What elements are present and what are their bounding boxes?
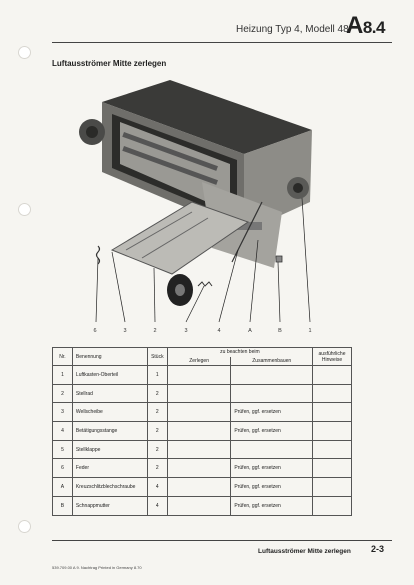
cell-qty: 4 bbox=[147, 478, 167, 497]
cell-nr: 6 bbox=[53, 459, 73, 478]
cell-hinweise bbox=[313, 403, 352, 422]
cell-nr: A bbox=[53, 478, 73, 497]
cell-zusammenbauen: Prüfen, ggf. ersetzen bbox=[231, 422, 313, 441]
cell-name: Feder bbox=[72, 459, 147, 478]
cell-zusammenbauen bbox=[231, 440, 313, 459]
printer-note: 539.709.00 A 9. Nachtrag Printed in Germany 8.70 bbox=[52, 565, 142, 570]
cell-nr: 4 bbox=[53, 422, 73, 441]
section-title: Luftausströmer Mitte zerlegen bbox=[52, 59, 167, 68]
callout-3b: 3 bbox=[184, 328, 188, 334]
header-zerlegen: Zerlegen bbox=[167, 357, 231, 366]
cell-qty: 2 bbox=[147, 459, 167, 478]
leader-line bbox=[112, 252, 125, 322]
cell-name: Schnappmutter bbox=[72, 496, 147, 515]
table-row bbox=[53, 422, 352, 441]
cell-name: Stellrad bbox=[72, 384, 147, 403]
table-row bbox=[53, 440, 352, 459]
footer-title: Luftausströmer Mitte zerlegen bbox=[258, 548, 351, 555]
cell-zerlegen bbox=[167, 384, 231, 403]
cell-name: Stellklappe bbox=[72, 440, 147, 459]
cell-zerlegen bbox=[167, 403, 231, 422]
leader-line bbox=[154, 268, 155, 322]
page-code bbox=[346, 12, 385, 40]
header-name: Benennung bbox=[72, 348, 147, 366]
callout-6: 6 bbox=[93, 328, 97, 334]
table-row bbox=[53, 366, 352, 385]
cell-zusammenbauen bbox=[231, 384, 313, 403]
cell-zerlegen bbox=[167, 459, 231, 478]
callout-1: 1 bbox=[308, 328, 312, 334]
cell-nr: 1 bbox=[53, 366, 73, 385]
table-row bbox=[53, 403, 352, 422]
page-code-number: 8.4 bbox=[362, 18, 385, 37]
table-row bbox=[53, 384, 352, 403]
cell-zusammenbauen: Prüfen, ggf. ersetzen bbox=[231, 403, 313, 422]
cell-zusammenbauen: Prüfen, ggf. ersetzen bbox=[231, 496, 313, 515]
cell-qty: 2 bbox=[147, 440, 167, 459]
callout-3: 3 bbox=[123, 328, 127, 334]
cell-hinweise bbox=[313, 440, 352, 459]
punch-hole-bottom bbox=[18, 520, 31, 533]
punch-hole-middle bbox=[18, 203, 31, 216]
cell-hinweise bbox=[313, 496, 352, 515]
cell-zerlegen bbox=[167, 440, 231, 459]
cell-name: Luftkasten-Oberteil bbox=[72, 366, 147, 385]
snap-nut bbox=[276, 256, 282, 262]
header-group: zu beachten beim bbox=[167, 348, 312, 357]
wave-washer bbox=[198, 282, 212, 286]
cell-name: Betätigungsstange bbox=[72, 422, 147, 441]
exploded-view-figure bbox=[62, 72, 334, 344]
header-nr: Nr. bbox=[53, 348, 73, 366]
cell-qty: 1 bbox=[147, 366, 167, 385]
cell-zerlegen bbox=[167, 496, 231, 515]
table-row bbox=[53, 459, 352, 478]
table-row bbox=[53, 478, 352, 497]
cell-hinweise bbox=[313, 366, 352, 385]
cell-nr: 3 bbox=[53, 403, 73, 422]
left-boss-inner bbox=[86, 126, 98, 138]
cell-name: Kreuzschlitzblechschraube bbox=[72, 478, 147, 497]
cell-nr: B bbox=[53, 496, 73, 515]
cell-nr: 2 bbox=[53, 384, 73, 403]
cell-zerlegen bbox=[167, 422, 231, 441]
cell-zerlegen bbox=[167, 366, 231, 385]
leader-line bbox=[278, 262, 280, 322]
table-row bbox=[53, 496, 352, 515]
cell-zusammenbauen bbox=[231, 366, 313, 385]
header-rule bbox=[52, 42, 392, 43]
punch-hole-top bbox=[18, 46, 31, 59]
cell-qty: 2 bbox=[147, 403, 167, 422]
cell-qty: 4 bbox=[147, 496, 167, 515]
cell-qty: 2 bbox=[147, 384, 167, 403]
header-qty: Stück bbox=[147, 348, 167, 366]
page-code-letter: A bbox=[346, 12, 363, 39]
callout-4: 4 bbox=[217, 328, 221, 334]
leader-line bbox=[219, 250, 238, 322]
cell-hinweise bbox=[313, 422, 352, 441]
callout-b: B bbox=[278, 328, 282, 334]
cell-zusammenbauen: Prüfen, ggf. ersetzen bbox=[231, 478, 313, 497]
callout-a: A bbox=[248, 328, 252, 334]
parts-table bbox=[52, 347, 352, 516]
cell-hinweise bbox=[313, 459, 352, 478]
callout-2: 2 bbox=[153, 328, 157, 334]
adjuster-wheel-hub bbox=[175, 284, 185, 296]
page-number: 2-3 bbox=[371, 544, 385, 554]
cell-name: Wellscheibe bbox=[72, 403, 147, 422]
header-zusammenbauen: Zusammenbauen bbox=[231, 357, 313, 366]
cell-qty: 2 bbox=[147, 422, 167, 441]
footer-rule bbox=[52, 540, 392, 541]
cell-hinweise bbox=[313, 384, 352, 403]
header-hinweise: ausführliche Hinweise bbox=[313, 348, 352, 366]
right-boss-inner bbox=[293, 183, 303, 193]
table-header-row bbox=[53, 348, 352, 357]
header-title: Heizung Typ 4, Modell 48 bbox=[236, 24, 349, 35]
cell-zerlegen bbox=[167, 478, 231, 497]
cell-zusammenbauen: Prüfen, ggf. ersetzen bbox=[231, 459, 313, 478]
cell-hinweise bbox=[313, 478, 352, 497]
leader-line bbox=[302, 198, 310, 322]
leader-line bbox=[96, 258, 98, 322]
cell-nr: 5 bbox=[53, 440, 73, 459]
